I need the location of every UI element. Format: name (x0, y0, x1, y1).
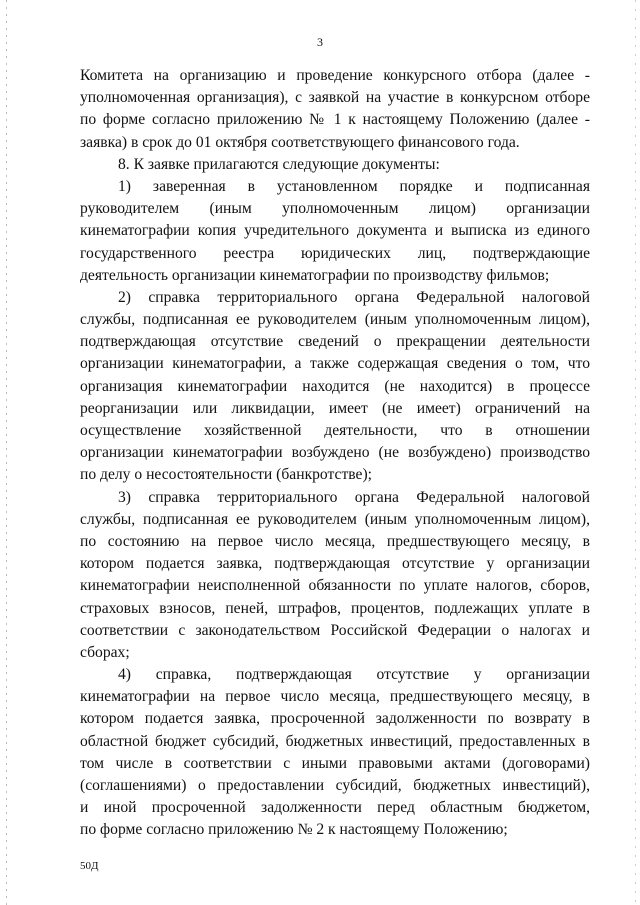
text-line: котором подается заявка, подтверждающая отсутствие у организации (80, 555, 590, 573)
text-line: организации кинематографии, а также содержащая сведения о том, что (80, 355, 590, 373)
text-line: организации кинематографии возбуждено (не возбуждено) производство (80, 444, 590, 462)
text-line: том числе в соответствии с иными правовыми актами (договорами) (80, 754, 590, 772)
text-line: 2) справка территориального органа Федеральной налоговой (118, 288, 590, 306)
text-line: областной бюджет субсидий, бюджетных инвестиций, предоставленных в (80, 732, 590, 750)
document-body (80, 65, 590, 842)
text-line: деятельность организации кинематографии по производству фильмов; (80, 266, 550, 284)
text-line: кинематографии на первое число месяца, предшествующего месяцу, в (80, 688, 590, 706)
scan-edge-left (6, 0, 7, 905)
text-line: 1) заверенная в установленном порядке и подписанная (118, 177, 590, 195)
text-line: руководителем (иным уполномоченным лицом) организации (80, 200, 590, 218)
text-line: уполномоченная организация), с заявкой на участие в конкурсном отборе (80, 89, 590, 107)
text-line: кинематографии неисполненной обязанности по уплате налогов, сборов, (80, 577, 590, 595)
footer-code: 50Д (80, 860, 99, 872)
text-line: соответствии с законодательством Российской Федерации о налогах и (80, 621, 590, 639)
text-line: заявка) в срок до 01 октября соответствующего финансового года. (80, 133, 520, 151)
text-line: осуществление хозяйственной деятельности, что в отношении (80, 422, 590, 439)
text-line: 3) справка территориального органа Федеральной налоговой (118, 488, 590, 506)
text-line: котором подается заявка, просроченной задолженности по возврату в (80, 710, 590, 728)
text-line: 4) справка, подтверждающая отсутствие у организации (118, 666, 590, 684)
text-line: реорганизации или ликвидации, имеет (не имеет) ограничений на (80, 399, 590, 417)
text-line: по форме согласно приложению № 1 к настоящему Положению (далее - (80, 111, 590, 129)
text-line: организация кинематографии находится (не находится) в процессе (80, 377, 590, 395)
text-line: и иной просроченной задолженности перед областным бюджетом, (80, 799, 590, 817)
text-line: кинематографии копия учредительного документа и выписка из единого (80, 222, 590, 240)
text-line: (соглашениями) о предоставлении субсидий, бюджетных инвестиций), (80, 777, 590, 794)
text-line: 8. К заявке прилагаются следующие документы: (118, 155, 440, 173)
text-line: Комитета на организацию и проведение конкурсного отбора (далее - (80, 67, 590, 84)
scan-edge-right (635, 0, 636, 905)
text-line: сборах; (80, 643, 130, 661)
text-line: по делу о несостоятельности (банкротстве); (80, 466, 372, 484)
text-line: по состоянию на первое число месяца, предшествующего месяцу, в (80, 532, 590, 550)
text-line: службы, подписанная ее руководителем (иным уполномоченным лицом), (80, 311, 590, 329)
text-line: службы, подписанная ее руководителем (иным уполномоченным лицом), (80, 510, 590, 528)
text-line: страховых взносов, пеней, штрафов, процентов, подлежащих уплате в (80, 599, 590, 617)
text-line: государственного реестра юридических лиц, подтверждающие (80, 244, 590, 262)
text-line: подтверждающая отсутствие сведений о прекращении деятельности (80, 333, 590, 351)
text-line: по форме согласно приложению № 2 к настоящему Положению; (80, 821, 508, 839)
page-number: 3 (317, 35, 323, 49)
